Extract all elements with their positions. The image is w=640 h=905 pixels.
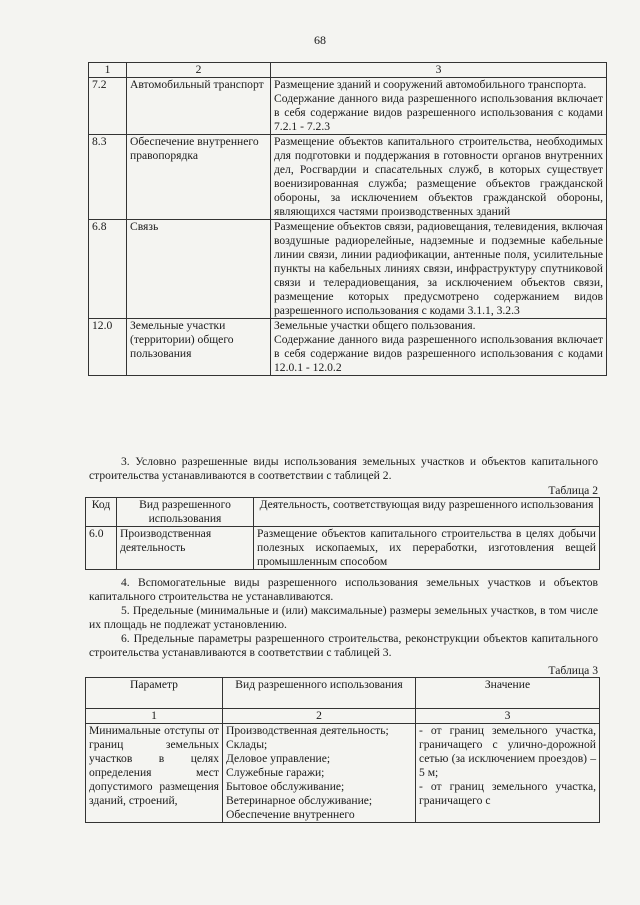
table-header-row [86,678,600,709]
parameter-values [416,724,600,823]
value-item: - от границ земельного участка, граничащего с [419,780,596,807]
column-header: Вид разрешенного использования [117,498,254,527]
permitted-use-item: Служебные гаражи; [226,766,325,779]
permitted-use-item: Склады; [226,738,268,751]
permitted-uses-list [223,724,416,823]
paragraph-6: 6. Предельные параметры разрешенного строительства, реконструкции объектов капитального строительства устанавливаются в соответствии с таблицей 3. [89,632,598,659]
use-code: 12.0 [89,319,127,376]
page-number: 68 [314,33,326,47]
conditional-use-table [85,497,600,570]
column-number: 1 [86,709,223,724]
use-description: Размещение объектов связи, радиовещания, телевидения, включая воздушные радиорелейные, надземные и подземные кабельные линии связи, линии радиофикации, антенные поля, усилительные пункты на кабельных линиях связи, инфраструктуру спутниковой связи и телерадиовещания, за исключением объектов связи, размещение которых предусмотрено содержанием видов разрешенного использования с кодами 3.1.1, 3.2.3 [271,220,607,319]
column-number: 2 [223,709,416,724]
use-code: 8.3 [89,135,127,220]
table-row [86,527,600,570]
parameter-name: Минимальные отступы от границ земельных участков в целях определения мест допустимого размещения зданий, строений, [86,724,223,823]
column-header: Параметр [86,678,223,709]
column-header: 1 [89,63,127,78]
land-use-table [88,62,607,376]
permitted-use-item: Деловое управление; [226,752,331,765]
value-item: - от границ земельного участка, граничащего с улично-дорожной сетью (за исключением проездов) – 5 м; [419,724,596,779]
column-header: 3 [271,63,607,78]
use-name: Связь [127,220,271,319]
table-row [86,724,600,823]
column-header: Вид разрешенного использования [223,678,416,709]
construction-parameters-table [85,677,600,823]
permitted-use-item: Обеспечение внутреннего [226,808,355,821]
table-header-row [89,63,607,78]
column-header: 2 [127,63,271,78]
column-number: 3 [416,709,600,724]
use-description: Размещение зданий и сооружений автомобильного транспорта. Содержание данного вида разрешенного использования включает в себя содержание видов разрешенного использования с кодами 7.2.1 - 7.2.3 [271,78,607,135]
table2-caption: Таблица 2 [548,484,598,497]
paragraph-4: 4. Вспомогательные виды разрешенного использования земельных участков и объектов капитального строительства не устанавливаются. [89,576,598,603]
use-name: Производственная деятельность [117,527,254,570]
table-header-row [86,498,600,527]
table-row [89,78,607,135]
permitted-use-item: Производственная деятельность; [226,724,389,737]
table-row [89,319,607,376]
use-code: 6.0 [86,527,117,570]
use-description: Размещение объектов капитального строительства в целях добычи полезных ископаемых, их переработки, изготовления вещей промышленным способом [254,527,600,570]
use-description: Размещение объектов капитального строительства, необходимых для подготовки и поддержания в готовности органов внутренних дел, Росгвардии и спасательных служб, в которых существует военизированная служба; размещение объектов гражданской обороны, за исключением объектов гражданской обороны, являющихся частями производственных зданий [271,135,607,220]
paragraph-3: 3. Условно разрешенные виды использования земельных участков и объектов капитального строительства устанавливаются в соответствии с таблицей 2. [89,455,598,482]
permitted-use-item: Бытовое обслуживание; [226,780,345,793]
column-number-row [86,709,600,724]
column-header: Деятельность, соответствующая виду разрешенного использования [254,498,600,527]
use-code: 7.2 [89,78,127,135]
use-name: Обеспечение внутреннего правопорядка [127,135,271,220]
table3-caption: Таблица 3 [548,664,598,677]
use-name: Земельные участки (территории) общего пользования [127,319,271,376]
permitted-use-item: Ветеринарное обслуживание; [226,794,373,807]
table-row [89,135,607,220]
paragraph-5: 5. Предельные (минимальные и (или) максимальные) размеры земельных участков, в том числе их площадь не подлежат установлению. [89,604,598,631]
use-code: 6.8 [89,220,127,319]
table-row [89,220,607,319]
column-header: Код [86,498,117,527]
use-description: Земельные участки общего пользования. Содержание данного вида разрешенного использования включает в себя содержание видов разрешенного использования с кодами 12.0.1 - 12.0.2 [271,319,607,376]
use-name: Автомобильный транспорт [127,78,271,135]
column-header: Значение [416,678,600,709]
